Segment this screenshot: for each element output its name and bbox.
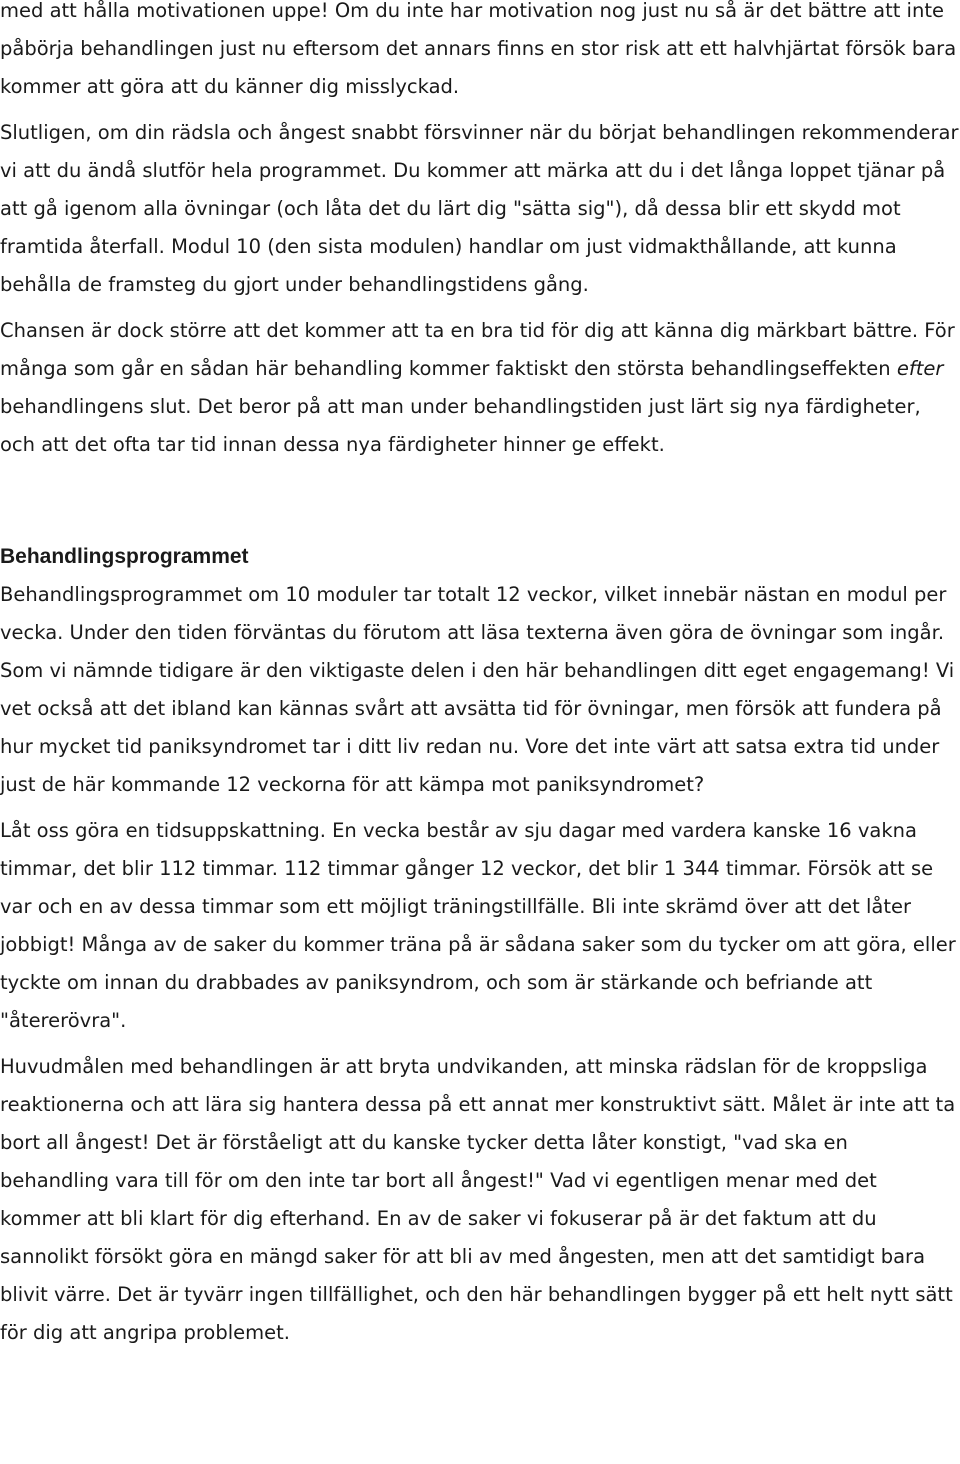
- body-paragraph-motivation: med att hålla motivationen uppe! Om du inte har motivation nog just nu så är det bättre att inte påbörja behandlingen just nu eftersom det annars finns en stor risk att ett halvhjärtat försök bara kommer att göra att du känner dig misslyckad.: [0, 0, 957, 98]
- body-paragraph-main-goals: Huvudmålen med behandlingen är att bryta undvikanden, att minska rädslan för de kroppsliga reaktionerna och att lära sig hantera dessa på ett annat mer konstruktivt sätt. Målet är inte att ta bort all ångest! Det är förståeligt att du kanske tycker detta låter konstigt, "vad ska en behandling vara till för om den inte tar bort all ångest!" Vad vi egentligen menar med det kommer att bli klart för dig efterhand. En av de saker vi fokuserar på är det faktum att du sannolikt försökt göra en mängd saker för att bli av med ångesten, men att det samtidigt bara blivit värre. Det är tyvärr ingen tillfällighet, och den här behandlingen bygger på ett helt nytt sätt för dig att angripa problemet.: [0, 1055, 956, 1344]
- paragraph-text-segment: behandlingens slut. Det beror på att man under behandlingstiden just lärt sig nya färdigheter, och att det ofta tar tid innan dessa nya färdigheter hinner ge effekt.: [0, 395, 921, 456]
- body-paragraph-complete-program: Slutligen, om din rädsla och ångest snabbt försvinner när du börjat behandlingen rekommenderar vi att du ändå slutför hela programmet. Du kommer att märka att du i det långa loppet tjänar på att gå igenom alla övningar (och låta det du lärt dig "sätta sig"), då dessa blir ett skydd mot framtida återfall. Modul 10 (den sista modulen) handlar om just vidmakthållande, att kunna behålla de framsteg du gjort under behandlingstidens gång.: [0, 121, 959, 296]
- paragraph-text-segment: Chansen är dock större att det kommer att ta en bra tid för dig att känna dig märkbart bättre. För många som går en sådan här behandling kommer faktiskt den största behandlingseffekten: [0, 319, 955, 380]
- body-paragraph-program-overview: Behandlingsprogrammet om 10 moduler tar totalt 12 veckor, vilket innebär nästan en modul per vecka. Under den tiden förväntas du förutom att läsa texterna även göra de övningar som ingår. Som vi nämnde tidigare är den viktigaste delen i den här behandlingen ditt eget engagemang! Vi vet också att det ibland kan kännas svårt att avsätta tid för övningar, men försök att fundera på hur mycket tid paniksyndromet tar i ditt liv redan nu. Vore det inte värt att satsa extra tid under just de här kommande 12 veckorna för att kämpa mot paniksyndromet?: [0, 583, 955, 796]
- body-paragraph-time-estimate: Låt oss göra en tidsuppskattning. En vecka består av sju dagar med vardera kanske 16 vakna timmar, det blir 112 timmar. 112 timmar gånger 12 veckor, det blir 1 344 timmar. Försök att se var och en av dessa timmar som ett möjligt träningstillfälle. Bli inte skrämd över att det låter jobbigt! Många av de saker du kommer träna på är sådana saker som du tycker om att göra, eller tyckte om innan du drabbades av paniksyndrom, och som är stärkande och befriande att "återerövra".: [0, 819, 956, 1032]
- emphasized-word: efter: [896, 357, 944, 380]
- body-paragraph-treatment-effect: [0, 312, 960, 464]
- section-heading: Behandlingsprogrammet: [0, 545, 249, 568]
